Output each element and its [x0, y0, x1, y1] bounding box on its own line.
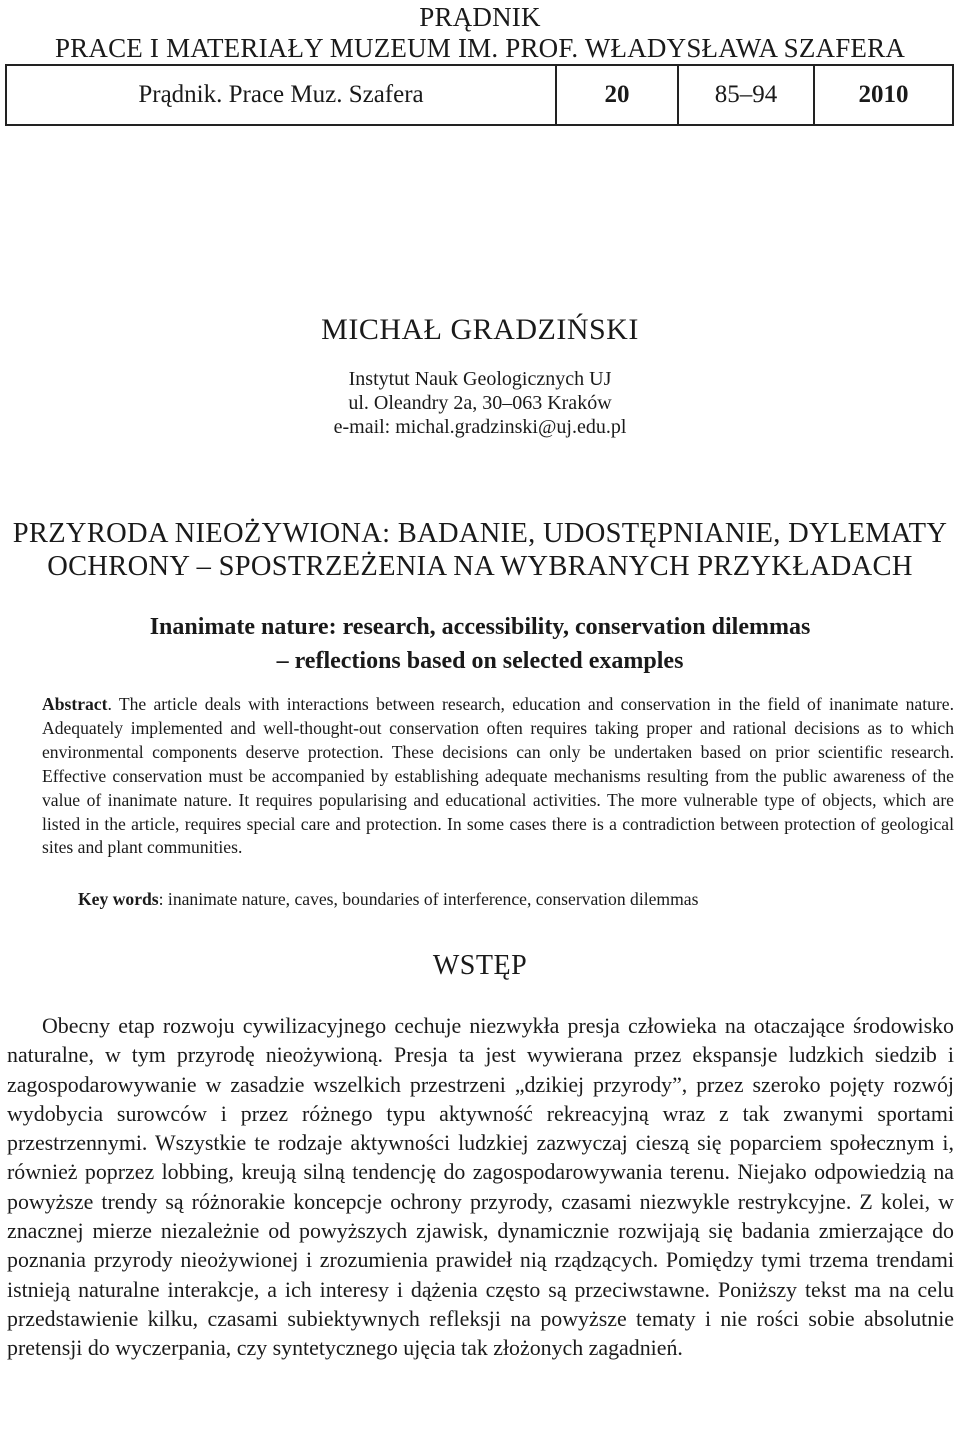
- author-email: e-mail: michal.gradzinski@uj.edu.pl: [333, 416, 627, 438]
- body-paragraph: Obecny etap rozwoju cywilizacyjnego cechuje niezwykła presja człowieka na otaczające środowisko naturalne, w tym przyrodę nieożywioną. Presja ta jest wywierana przez ekspansje ludzkich siedzib i zagospodarowywanie w zasadzie wszelkich przestrzeni „dzikiej przyrody”, przez szeroko pojęty rozwój wydobycia surowców i przez różnego typu aktywność rekreacyjną wraz z tak zwanymi sportami przestrzennymi. Wszystkie te rodzaje aktywności ludzkiej zazwyczaj cieszą się poparciem społecznym i, również poprzez lobbing, kreują silną tendencję do zagospodarowywania terenu. Niejako odpowiedzią na powyższe trendy są różnorakie koncepcje ochrony przyrody, czasami niezwykle restrykcyjne. Z kolei, w znacznej mierze niezależnie od powyższych zjawisk, dynamicznie rozwijają się badania zmierzające do poznania przyrody nieożywionej i zrozumienia prawideł nią rządzących. Pomiędzy tymi trzema trendami istnieją naturalne interakcje, a ich interesy i dążenia często są przeciwstawne. Poniższy tekst ma na celu przedstawienie kilku, czasami subiektywnych refleksji na powyższe tematy i nie rości sobie absolutnie pretensji do wyczerpania, czy syntetycznego ujęcia tak złożonych zagadnień.: [7, 1013, 954, 1361]
- citation-pages: 85–94: [679, 66, 815, 124]
- title-english: [0, 610, 960, 678]
- keywords: [78, 887, 958, 911]
- abstract-text: . The article deals with interactions between research, education and conservation in the field of inanimate nature. Adequately implemented and well-thought-out conservation often requires taking proper and rational decisions as to which environmental components deserve protection. These decisions can only be undertaken based on prior scientific research. Effective conservation must be accompanied by establishing adequate mechanisms resulting from the public awareness of the value of inanimate nature. It requires popularising and educational activities. The more vulnerable type of objects, which are listed in the article, requires special care and protection. In some cases there is a contradiction between protection of geological sites and plant communities.: [42, 694, 954, 858]
- title-polish-line-2: OCHRONY – SPOSTRZEŻENIA NA WYBRANYCH PRZYKŁADACH: [47, 551, 913, 582]
- journal-name: PRĄDNIK: [419, 2, 541, 32]
- abstract: [42, 693, 954, 860]
- citation-table: [5, 64, 954, 126]
- title-polish: [0, 517, 960, 583]
- author-institution: Instytut Nauk Geologicznych UJ: [348, 368, 612, 390]
- title-english-line-2: – reflections based on selected examples: [276, 648, 684, 674]
- author-affiliation: [0, 367, 960, 439]
- author-address: ul. Oleandry 2a, 30–063 Kraków: [348, 392, 612, 414]
- citation-year: 2010: [858, 81, 909, 108]
- citation-journal: Prądnik. Prace Muz. Szafera: [7, 66, 557, 124]
- keywords-text: : inanimate nature, caves, boundaries of interference, conservation dilemmas: [158, 889, 699, 909]
- journal-header: [0, 2, 960, 64]
- body-text: [7, 1011, 954, 1363]
- author-name: MICHAŁ GRADZIŃSKI: [321, 313, 639, 346]
- journal-subtitle: PRACE I MATERIAŁY MUZEUM IM. PROF. WŁADYSŁAWA SZAFERA: [54, 33, 906, 63]
- title-english-line-1: Inanimate nature: research, accessibility, conservation dilemmas: [149, 614, 811, 640]
- title-polish-line-1: PRZYRODA NIEOŻYWIONA: BADANIE, UDOSTĘPNIANIE, DYLEMATY: [12, 518, 948, 549]
- abstract-label: Abstract: [42, 694, 108, 714]
- citation-volume: 20: [557, 66, 679, 124]
- section-heading: WSTĘP: [432, 950, 528, 981]
- keywords-label: Key words: [78, 889, 159, 909]
